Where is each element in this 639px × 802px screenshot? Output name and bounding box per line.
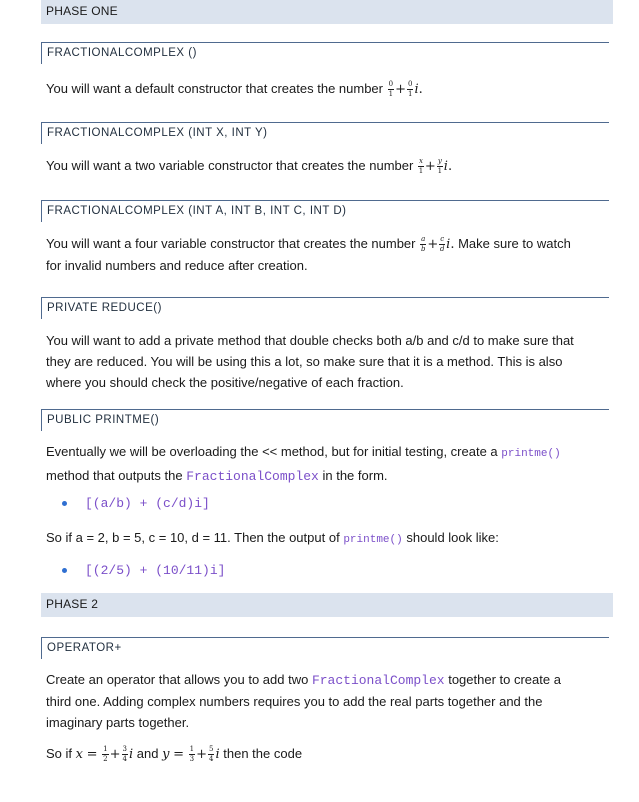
default-constructor-text: You will want a default constructor that creates the number $\frac{0}{1}$ + $\frac{0}{1}$ i.	[46, 80, 423, 99]
operator-plus-heading: OPERATOR+	[41, 637, 609, 659]
fraction-imag: $\frac{c}{d}$	[439, 235, 445, 254]
two-variable-constructor-heading: FRACTIONALCOMPLEX (INT X, INT Y)	[41, 122, 609, 144]
fraction-real: $\frac{0}{1}$	[388, 80, 394, 99]
printme-example-text: So if a = 2, b = 5, c = 10, d = 11. Then the output of printme() should look like:	[46, 530, 499, 546]
phase-two-title: PHASE 2	[46, 597, 99, 611]
private-reduce-heading: PRIVATE REDUCE()	[41, 297, 609, 319]
public-printme-heading: PUBLIC PRINTME()	[41, 409, 609, 431]
example-output-bullet: [(2/5) + (10/11)i]	[62, 563, 225, 578]
printme-code: printme()	[501, 448, 561, 460]
fraction-imag: $\frac{y}{1}$	[437, 157, 443, 176]
two-variable-constructor-text: You will want a two variable constructor that creates the number $\frac{x}{1}$ + $\frac{y}{1}$ i.	[46, 157, 453, 176]
printme-description: Eventually we will be overloading the << method, but for initial testing, create a printme() method that outputs the FractionalComplex in the form.	[46, 444, 561, 484]
operator-plus-example: So if x = $\frac{1}{2}$ + $\frac{3}{4}$ i and y = $\frac{1}{3}$ + $\frac{5}{4}$ i then the code	[46, 745, 303, 764]
phase-one-title: PHASE ONE	[46, 4, 118, 18]
phase-one-banner	[41, 0, 613, 24]
bullet-dot-icon	[62, 568, 67, 573]
four-variable-constructor-heading: FRACTIONALCOMPLEX (INT A, INT B, INT C, INT D)	[41, 200, 609, 222]
four-variable-constructor-text: You will want a four variable constructor that creates the number $\frac{a}{b}$ + $\frac{c}{d}$ i. Make sure to watch for invalid numbers and reduce after creation.	[46, 235, 571, 273]
default-constructor-heading: FRACTIONALCOMPLEX ()	[41, 42, 609, 64]
private-reduce-text: You will want to add a private method that double checks both a/b and c/d to make sure that they are reduced. You will be using this a lot, so make sure that it is a method. This is also where you should check the positive/negative of each fraction.	[46, 333, 574, 390]
operator-plus-text: Create an operator that allows you to add two FractionalComplex together to create a third one. Adding complex numbers requires you to add the real parts together and the imaginary parts together.	[46, 672, 561, 730]
format-bullet: [(a/b) + (c/d)i]	[62, 496, 210, 511]
class-name-code: FractionalComplex	[186, 469, 319, 484]
printme-code: printme()	[343, 534, 403, 546]
bullet-dot-icon	[62, 501, 67, 506]
class-name-code: FractionalComplex	[311, 673, 445, 688]
phase-two-banner	[41, 593, 613, 617]
fraction-real: $\frac{a}{b}$	[420, 235, 426, 254]
fraction-imag: $\frac{0}{1}$	[407, 80, 413, 99]
fraction-real: $\frac{x}{1}$	[418, 157, 424, 176]
